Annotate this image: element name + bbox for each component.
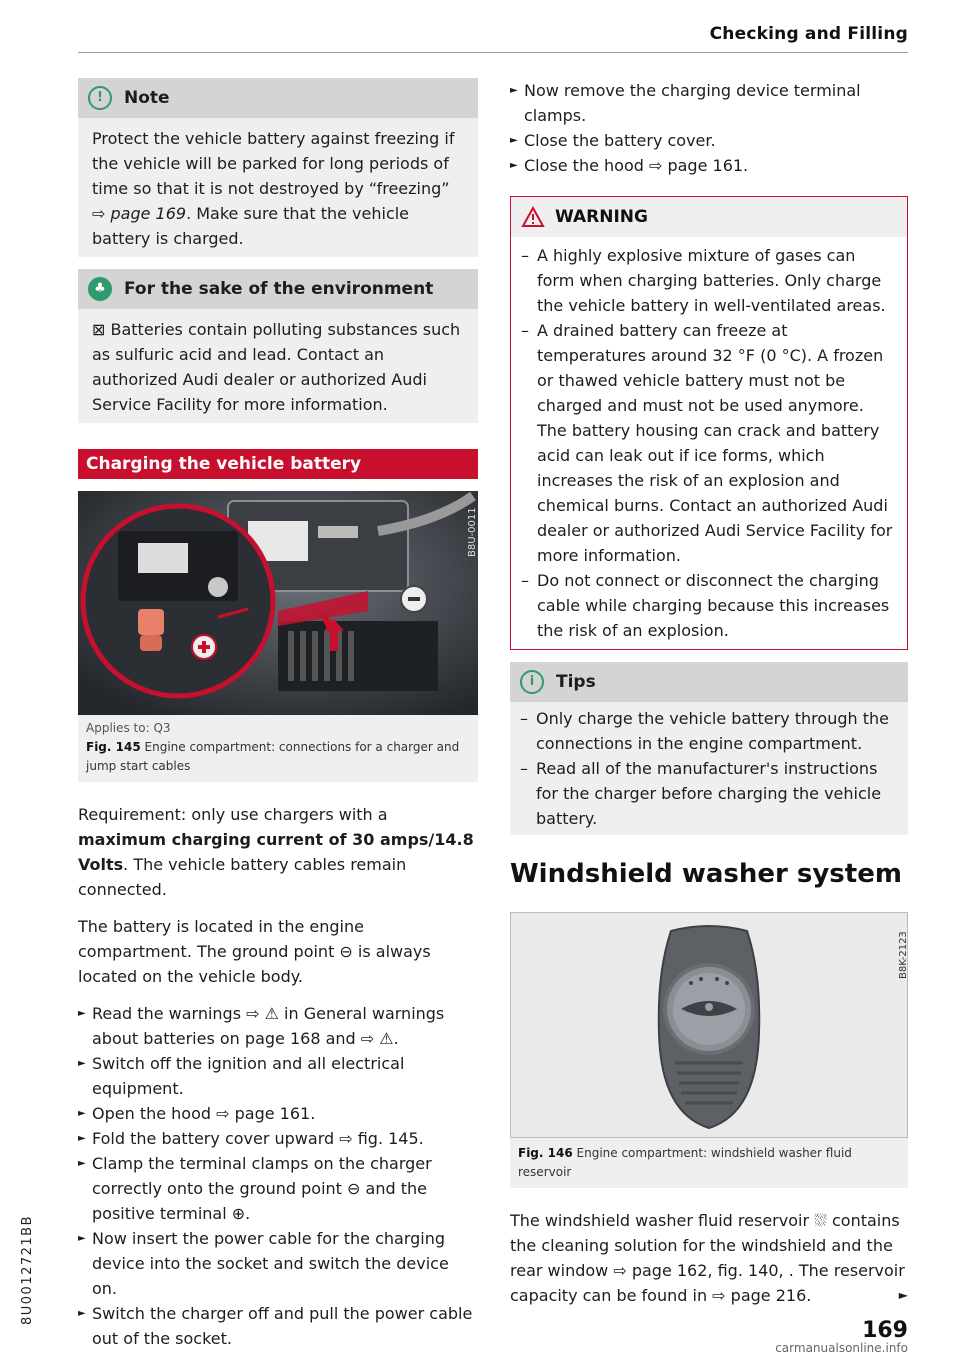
note-icon: !: [88, 86, 112, 110]
list-item: – A highly explosive mixture of gases can form when charging batteries. Only charge the vehicle battery in well-ventilated areas.: [511, 243, 897, 318]
list-item: ► Switch the charger off and pull the power cable out of the socket.: [78, 1301, 478, 1351]
list-item: ► Close the battery cover.: [510, 128, 908, 153]
recycle-icon: ⊠: [92, 320, 106, 339]
washer-reservoir-illustration: [511, 913, 907, 1135]
warning-box: [510, 196, 908, 650]
steps-right-list: [510, 78, 908, 178]
note-heading: [78, 78, 478, 118]
tips-box: [510, 662, 908, 835]
environment-box: [78, 269, 478, 423]
fig146-image: [510, 912, 908, 1138]
environment-title: For the sake of the environment: [124, 278, 434, 299]
running-header: Checking and Filling: [709, 24, 908, 44]
fig146-code: B8K-2123: [898, 931, 909, 979]
list-item: ► Now insert the power cable for the charging device into the socket and switch the device on.: [78, 1226, 478, 1301]
fig145-caption-area: [78, 715, 478, 782]
list-item: – A drained battery can freeze at temperatures around 32 °F (0 °C). A frozen or thawed vehicle battery must not be charged and must not be used anymore. The battery housing can crack and battery acid can leak out if ice forms, which increases the risk of an explosion and chemical burns. Contact an authorized Audi dealer or authorized Audi Service Facility for more information.: [511, 318, 897, 568]
fig146-code-wrapper: [891, 919, 909, 981]
header-rule: [78, 52, 908, 53]
list-item: – Do not connect or disconnect the charging cable while charging because this increases the risk of an explosion.: [511, 568, 897, 643]
tips-title: Tips: [556, 671, 596, 692]
warning-body: [511, 237, 907, 649]
engine-battery-illustration: [78, 491, 478, 715]
tips-body: [510, 702, 908, 835]
fig145-caption: Fig. 145 Engine compartment: connections for a charger and jump start cables: [86, 740, 460, 773]
fig146-box: [510, 912, 908, 1188]
list-item: ► Fold the battery cover upward ⇨ fig. 145.: [78, 1126, 478, 1151]
list-item: – Read all of the manufacturer's instructions for the charger before charging the vehicle battery.: [510, 756, 898, 831]
note-title: Note: [124, 87, 170, 108]
fig145-applies: Applies to: Q3: [86, 721, 171, 735]
fig145-box: [78, 491, 478, 782]
list-item: ► Open the hood ⇨ page 161.: [78, 1101, 478, 1126]
washer-paragraph: The windshield washer fluid reservoir ⛆ contains the cleaning solution for the windshield and the rear window ⇨ page 162, fig. 140, . The reservoir capacity can be found in ⇨ page 216. ►: [510, 1208, 908, 1308]
list-item: ► Read the warnings ⇨ ⚠ in General warnings about batteries on page 168 and ⇨ ⚠.: [78, 1001, 478, 1051]
continue-arrow-icon: ►: [898, 1288, 908, 1302]
fig145-code-wrapper: [460, 499, 478, 559]
environment-icon: ♣: [88, 277, 112, 301]
section-title: Charging the vehicle battery: [78, 449, 478, 479]
info-icon: i: [520, 670, 544, 694]
left-column: [78, 78, 478, 1351]
requirement-paragraph: Requirement: only use chargers with a maximum charging current of 30 amps/14.8 Volts. The vehicle battery cables remain connected.: [78, 805, 474, 899]
warning-heading: [511, 197, 907, 237]
fig145-code: B8U-0011: [467, 507, 478, 557]
footer-watermark: carmanualsonline.info: [775, 1341, 908, 1355]
note-body: Protect the vehicle battery against freezing if the vehicle will be parked for long periods of time so that it is not destroyed by “freezing” ⇨ page 169. Make sure that the vehicle battery is charged.: [92, 129, 455, 248]
location-paragraph: The battery is located in the engine compartment. The ground point ⊖ is always located on the vehicle body.: [78, 917, 431, 986]
tips-heading: [510, 662, 908, 702]
margin-doc-code: 8U0012721BB: [20, 1214, 35, 1325]
section-heading-washer: Windshield washer system: [510, 859, 902, 889]
list-item: ► Clamp the terminal clamps on the charger correctly onto the ground point ⊖ and the positive terminal ⊕.: [78, 1151, 478, 1226]
warning-title: WARNING: [555, 206, 648, 227]
right-column: [510, 78, 908, 1308]
fig146-caption: Fig. 146 Engine compartment: windshield washer fluid reservoir: [518, 1146, 852, 1179]
environment-body: ⊠ Batteries contain polluting substances such as sulfuric acid and lead. Contact an authorized Audi dealer or authorized Audi Service Facility for more information.: [92, 320, 461, 414]
list-item: ► Close the hood ⇨ page 161.: [510, 153, 908, 178]
steps-left-list: [78, 1001, 478, 1351]
note-page-ref[interactable]: ⇨ page 169: [92, 204, 187, 223]
warning-triangle-icon: [521, 206, 545, 228]
list-item: – Only charge the vehicle battery through the connections in the engine compartment.: [510, 706, 898, 756]
environment-heading: [78, 269, 478, 309]
list-item: ► Now remove the charging device terminal clamps.: [510, 78, 908, 128]
page-number: 169: [862, 1318, 908, 1343]
fig145-image: [78, 491, 478, 715]
note-box: [78, 78, 478, 257]
list-item: ► Switch off the ignition and all electrical equipment.: [78, 1051, 478, 1101]
